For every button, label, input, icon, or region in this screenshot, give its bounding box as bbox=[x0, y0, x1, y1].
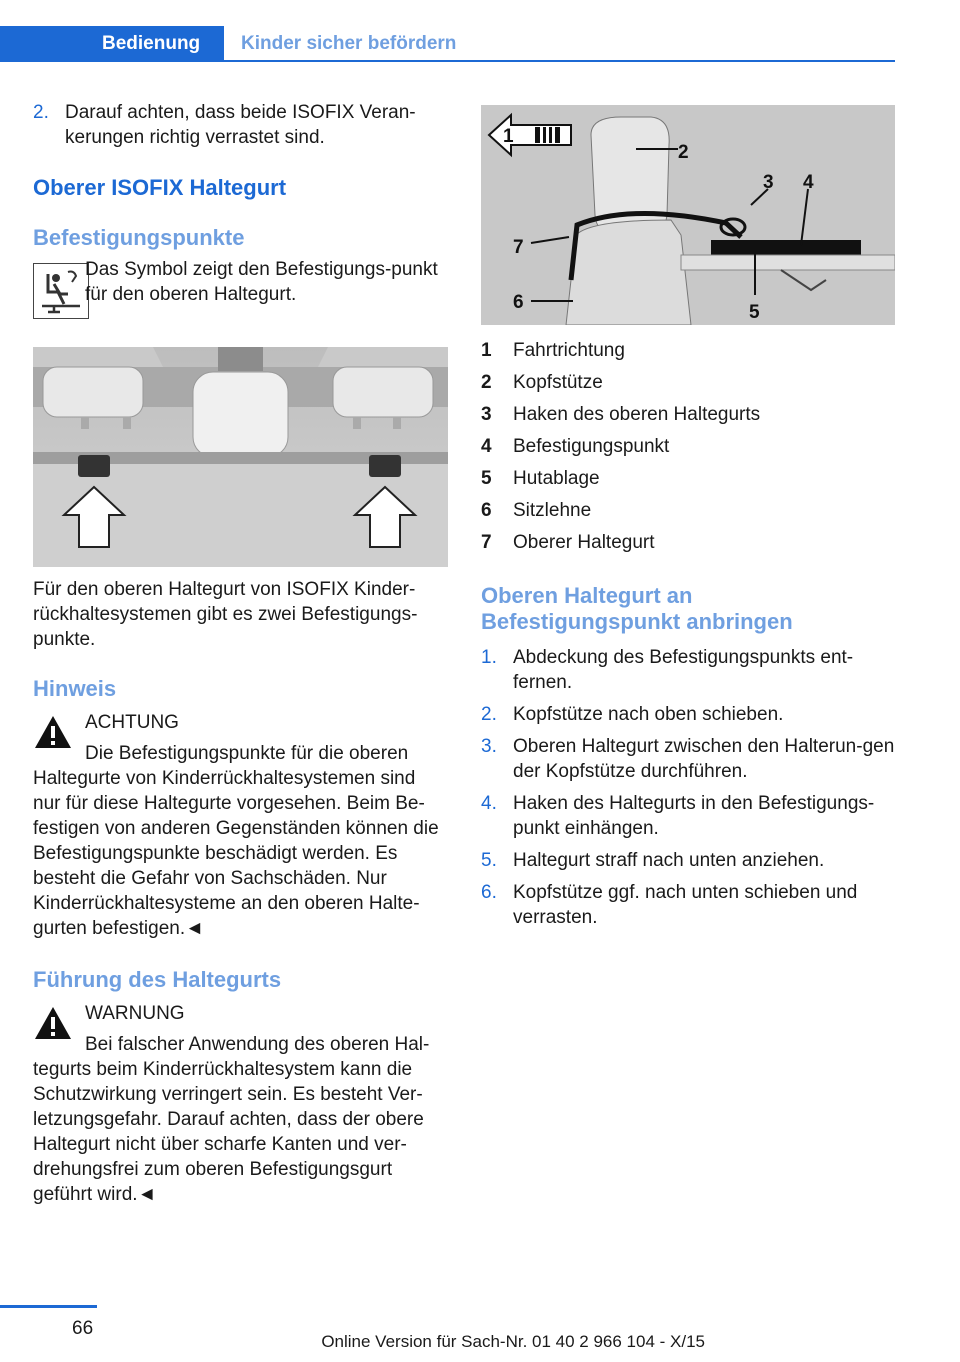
diagram-label-3: 3 bbox=[763, 172, 774, 193]
list-item bbox=[481, 791, 895, 841]
step-text: Haken des Haltegurts in den Befestigungs-punkt einhängen. bbox=[513, 793, 875, 839]
legend-number: 5 bbox=[481, 468, 492, 489]
legend-number: 4 bbox=[481, 436, 492, 457]
achtung-text: Haltegurte von Kinderrückhaltesystemen sind nur für diese Haltegurte vorgesehen. Beim Be-festigen von anderen Gegenständen können die Befestigungspunkte beschädigt werden. Es besteht die Gefahr von Sachschäden. Nur Kinderrückhaltesysteme an den oberen Halte-gurten befestigen.◄ bbox=[33, 768, 439, 939]
diagram-label-7: 7 bbox=[513, 237, 524, 258]
step-text: Abdeckung des Befestigungspunkts ent-fernen. bbox=[513, 647, 854, 693]
heading-oberer-isofix-haltegurt: Oberer ISOFIX Haltegurt bbox=[33, 175, 287, 200]
heading-befestigungspunkte: Befestigungspunkte bbox=[33, 225, 245, 250]
list-item bbox=[481, 466, 895, 491]
legend-number: 6 bbox=[481, 500, 492, 521]
list-item bbox=[481, 645, 895, 695]
step-number: 2. bbox=[481, 704, 497, 725]
list-item bbox=[481, 848, 895, 873]
list-item bbox=[481, 702, 895, 727]
online-version-text: Online Version für Sach-Nr. 01 40 2 966 104 - X/15 bbox=[321, 1332, 705, 1351]
step-number: 5. bbox=[481, 850, 497, 871]
warnung-text-first-line: Bei falscher Anwendung des oberen Hal- bbox=[85, 1034, 430, 1055]
heading-hinweis: Hinweis bbox=[33, 676, 117, 701]
list-item bbox=[481, 338, 895, 363]
heading-fuehrung-des-haltegurts: Führung des Haltegurts bbox=[33, 967, 282, 992]
achtung-title: ACHTUNG bbox=[85, 712, 179, 733]
child-seat-anchor-icon bbox=[33, 263, 89, 319]
step-text: Kopfstütze ggf. nach unten schieben und verrasten. bbox=[513, 882, 858, 928]
diagram-label-4: 4 bbox=[803, 172, 814, 193]
anbringen-step-list bbox=[481, 645, 895, 930]
diagram-label-6: 6 bbox=[513, 292, 524, 313]
legend-text: Oberer Haltegurt bbox=[513, 532, 655, 553]
list-item bbox=[481, 530, 895, 555]
list-item bbox=[481, 880, 895, 930]
list-item bbox=[481, 402, 895, 427]
legend-text: Haken des oberen Haltegurts bbox=[513, 404, 761, 425]
tab-kinder-sicher-befoerdern[interactable]: Kinder sicher befördern bbox=[241, 33, 457, 54]
legend-text: Kopfstütze bbox=[513, 372, 603, 393]
step-text: Oberen Haltegurt zwischen den Halterun-gen der Kopfstütze durchführen. bbox=[513, 736, 895, 782]
list-item bbox=[481, 434, 895, 459]
rear-shelf-photo bbox=[33, 347, 448, 567]
step-number: 6. bbox=[481, 882, 497, 903]
footer-accent-line bbox=[0, 1305, 97, 1308]
step-number: 1. bbox=[481, 647, 497, 668]
symbol-description: Das Symbol zeigt den Befestigungs-punkt für den oberen Haltegurt. bbox=[85, 259, 438, 305]
legend-number: 7 bbox=[481, 532, 492, 553]
isofix-step-list bbox=[33, 100, 448, 150]
legend-text: Hutablage bbox=[513, 468, 600, 489]
legend-text: Befestigungspunkt bbox=[513, 436, 670, 457]
step-text: Darauf achten, dass beide ISOFIX Veran-kerungen richtig verrastet sind. bbox=[65, 102, 416, 148]
list-item bbox=[33, 100, 448, 150]
step-text: Kopfstütze nach oben schieben. bbox=[513, 704, 784, 725]
list-item bbox=[481, 498, 895, 523]
diagram-label-1: 1 bbox=[503, 126, 514, 147]
heading-haltegurt-anbringen: Oberen Haltegurt an Befestigungspunkt anbringen bbox=[481, 583, 793, 634]
page-number: 66 bbox=[72, 1318, 94, 1339]
warning-triangle-icon bbox=[33, 1005, 73, 1041]
warnung-title: WARNUNG bbox=[85, 1003, 185, 1024]
warnung-notice bbox=[33, 1001, 448, 1207]
legend-number: 3 bbox=[481, 404, 492, 425]
legend-number: 2 bbox=[481, 372, 492, 393]
headrest-diagram bbox=[481, 105, 895, 325]
warning-triangle-icon bbox=[33, 714, 73, 750]
legend-text: Fahrtrichtung bbox=[513, 340, 625, 361]
warnung-text: tegurts beim Kinderrückhaltesystem kann die Schutzwirkung verringert sein. Es besteht Ver-letzungsgefahr. Darauf achten, dass der obere Haltegurt nicht über scharfe Kanten und ver-drehungsfrei zum oberen Befestigungsgurt geführt wird.◄ bbox=[33, 1059, 424, 1205]
right-column bbox=[481, 105, 895, 937]
step-text: Haltegurt straff nach unten anziehen. bbox=[513, 850, 825, 871]
legend-text: Sitzlehne bbox=[513, 500, 592, 521]
list-item bbox=[481, 370, 895, 395]
diagram-legend bbox=[481, 338, 895, 555]
step-number: 2. bbox=[33, 102, 49, 123]
legend-number: 1 bbox=[481, 340, 492, 361]
achtung-text-first-line: Die Befestigungspunkte für die oberen bbox=[85, 743, 409, 764]
befestigungspunkte-description: Für den oberen Haltegurt von ISOFIX Kinder-rückhaltesystemen gibt es zwei Befestigungs-punkte. bbox=[33, 579, 418, 650]
header-bar bbox=[0, 26, 895, 62]
achtung-notice bbox=[33, 710, 448, 941]
symbol-block bbox=[33, 257, 448, 321]
tab-bedienung[interactable]: Bedienung bbox=[0, 26, 224, 62]
diagram-label-2: 2 bbox=[678, 142, 689, 163]
list-item bbox=[481, 734, 895, 784]
step-number: 4. bbox=[481, 793, 497, 814]
step-number: 3. bbox=[481, 736, 497, 757]
left-column bbox=[33, 100, 448, 1207]
diagram-label-5: 5 bbox=[749, 302, 760, 323]
